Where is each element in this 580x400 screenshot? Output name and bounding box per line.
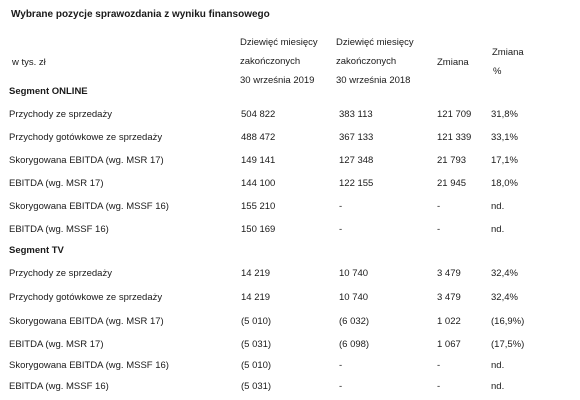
row-label: Skorygowana EBITDA (wg. MSR 17) [9, 316, 164, 327]
value-2019: (5 010) [241, 360, 272, 371]
value-change: - [437, 360, 441, 371]
column-header-2018-line: 30 września 2018 [336, 75, 411, 86]
value-2018: 383 113 [339, 109, 373, 120]
value-change-percent: nd. [491, 201, 505, 212]
column-header-2019-line: zakończonych [240, 56, 301, 67]
column-header-2019 [240, 33, 335, 90]
table-row [0, 316, 580, 330]
table-row [0, 360, 580, 374]
value-2019: (5 031) [241, 339, 272, 350]
column-header-change-percent [492, 43, 532, 81]
value-change-percent: 18,0% [491, 178, 518, 189]
column-header-2019-line: 30 września 2019 [240, 75, 315, 86]
value-2018: 10 740 [339, 292, 369, 303]
value-2018: 122 155 [339, 178, 374, 189]
value-change-percent: (17,5%) [491, 339, 525, 350]
table-row [0, 155, 580, 169]
column-header-change-percent-line: Zmiana [492, 47, 524, 58]
table-row [0, 224, 580, 238]
value-2018: - [339, 360, 343, 371]
value-2019: (5 031) [241, 381, 272, 392]
row-label: Skorygowana EBITDA (wg. MSR 17) [9, 155, 164, 166]
table-row [0, 132, 580, 146]
value-2018: - [339, 201, 343, 212]
value-change-percent: (16,9%) [491, 316, 525, 327]
value-2018: - [339, 224, 343, 235]
table-row [0, 292, 580, 306]
row-label: EBITDA (wg. MSSF 16) [9, 224, 109, 235]
section-heading-tv: Segment TV [9, 245, 64, 256]
value-change-percent: 33,1% [491, 132, 518, 143]
value-2018: (6 098) [339, 339, 370, 350]
row-label: Przychody gotówkowe ze sprzedaży [9, 132, 163, 143]
row-label: Przychody ze sprzedaży [9, 109, 112, 120]
value-change: 1 067 [437, 339, 461, 350]
value-2018: 367 133 [339, 132, 374, 143]
row-label: Skorygowana EBITDA (wg. MSSF 16) [9, 360, 169, 371]
column-header-2018 [336, 33, 436, 90]
column-header-2018-line: Dziewięć miesięcy [336, 37, 414, 48]
table-row [0, 268, 580, 282]
value-change-percent: nd. [491, 360, 505, 371]
value-change-percent: 32,4% [491, 268, 518, 279]
value-2019: (5 010) [241, 316, 272, 327]
value-2019: 155 210 [241, 201, 276, 212]
value-2019: 14 219 [241, 292, 271, 303]
value-change: 3 479 [437, 268, 461, 279]
value-change-percent: nd. [491, 381, 505, 392]
row-label: EBITDA (wg. MSR 17) [9, 339, 104, 350]
value-change: - [437, 224, 441, 235]
table-row [0, 178, 580, 192]
section-heading-online: Segment ONLINE [9, 86, 88, 97]
value-change-percent: 32,4% [491, 292, 518, 303]
column-header-percent-sign: % [493, 66, 502, 77]
table-row [0, 381, 580, 395]
value-2019: 144 100 [241, 178, 276, 189]
value-change-percent: 31,8% [491, 109, 518, 120]
value-2019: 14 219 [241, 268, 271, 279]
column-header-2019-line: Dziewięć miesięcy [240, 37, 318, 48]
row-label: Przychody ze sprzedaży [9, 268, 112, 279]
value-2019: 150 169 [241, 224, 276, 235]
value-2019: 149 141 [241, 155, 276, 166]
unit-header: w tys. zł [12, 57, 46, 68]
value-change: - [437, 201, 441, 212]
value-2018: - [339, 381, 343, 392]
table-row [0, 201, 580, 215]
value-change: 1 022 [437, 316, 461, 327]
value-change: 121 709 [437, 109, 472, 120]
column-header-2018-line: zakończonych [336, 56, 397, 67]
value-2019: 504 822 [241, 109, 276, 120]
value-change: 21 945 [437, 178, 467, 189]
value-2018: 127 348 [339, 155, 374, 166]
column-header-change: Zmiana [437, 57, 469, 68]
row-label: EBITDA (wg. MSR 17) [9, 178, 104, 189]
table-row [0, 109, 580, 123]
value-change-percent: nd. [491, 224, 505, 235]
value-change: 21 793 [437, 155, 467, 166]
row-label: EBITDA (wg. MSSF 16) [9, 381, 109, 392]
value-change-percent: 17,1% [491, 155, 518, 166]
document-title: Wybrane pozycje sprawozdania z wyniku finansowego [11, 9, 270, 20]
row-label: Skorygowana EBITDA (wg. MSSF 16) [9, 201, 169, 212]
value-change: - [437, 381, 441, 392]
value-change: 3 479 [437, 292, 461, 303]
value-2018: (6 032) [339, 316, 370, 327]
row-label: Przychody gotówkowe ze sprzedaży [9, 292, 163, 303]
value-change: 121 339 [437, 132, 472, 143]
table-row [0, 339, 580, 353]
value-2018: 10 740 [339, 268, 369, 279]
value-2019: 488 472 [241, 132, 276, 143]
